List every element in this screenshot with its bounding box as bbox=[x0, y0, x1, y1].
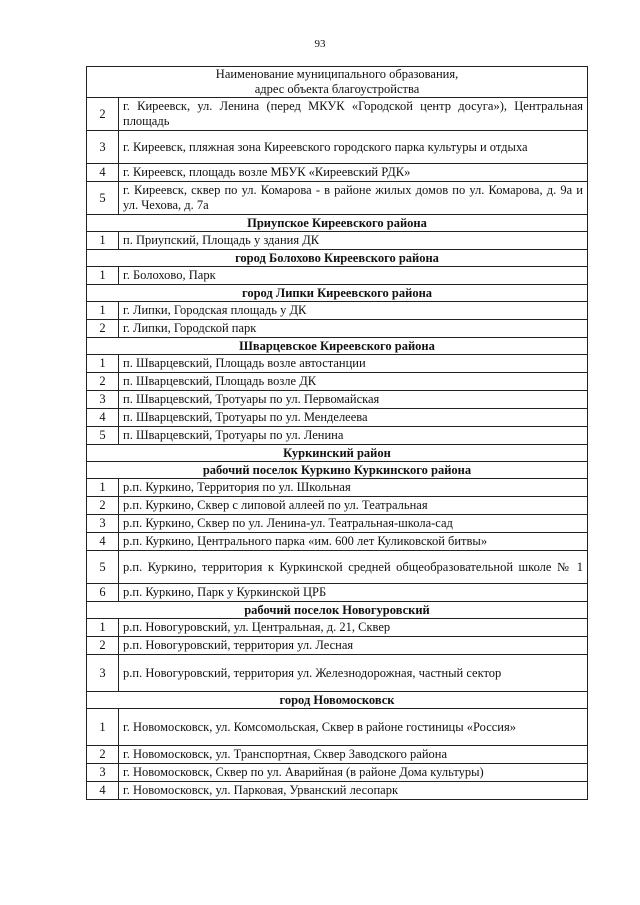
row-number: 1 bbox=[87, 479, 119, 497]
registry-table bbox=[86, 66, 588, 800]
row-address: п. Шварцевский, Площадь возле ДК bbox=[119, 373, 588, 391]
row-number: 1 bbox=[87, 267, 119, 285]
row-number: 4 bbox=[87, 533, 119, 551]
table-row bbox=[87, 637, 588, 655]
row-address: г. Новомосковск, ул. Комсомольская, Сквер в районе гостиницы «Россия» bbox=[119, 709, 588, 746]
section-title: город Болохово Киреевского района bbox=[87, 250, 588, 267]
row-address: п. Шварцевский, Тротуары по ул. Первомайская bbox=[119, 391, 588, 409]
section-title: рабочий поселок Куркино Куркинского района bbox=[87, 462, 588, 479]
table-row bbox=[87, 584, 588, 602]
table-header-row bbox=[87, 67, 588, 98]
row-address: г. Киреевск, сквер по ул. Комарова - в районе жилых домов по ул. Комарова, д. 9а и ул. Чехова, д. 7а bbox=[119, 182, 588, 215]
row-address: г. Липки, Городская площадь у ДК bbox=[119, 302, 588, 320]
row-address: г. Болохово, Парк bbox=[119, 267, 588, 285]
table-row bbox=[87, 355, 588, 373]
row-address: г. Киреевск, площадь возле МБУК «Киреевский РДК» bbox=[119, 164, 588, 182]
row-address: п. Шварцевский, Тротуары по ул. Менделеева bbox=[119, 409, 588, 427]
section-row bbox=[87, 250, 588, 267]
row-address: п. Шварцевский, Тротуары по ул. Ленина bbox=[119, 427, 588, 445]
row-number: 1 bbox=[87, 232, 119, 250]
row-number: 2 bbox=[87, 98, 119, 131]
section-row bbox=[87, 445, 588, 462]
table-row bbox=[87, 267, 588, 285]
row-address: п. Приупский, Площадь у здания ДК bbox=[119, 232, 588, 250]
table-header-cell bbox=[87, 67, 588, 98]
section-title: город Новомосковск bbox=[87, 692, 588, 709]
table-row bbox=[87, 409, 588, 427]
row-address: г. Киреевск, ул. Ленина (перед МКУК «Городской центр досуга»), Центральная площадь bbox=[119, 98, 588, 131]
row-address: г. Киреевск, пляжная зона Киреевского городского парка культуры и отдыха bbox=[119, 131, 588, 164]
row-number: 2 bbox=[87, 637, 119, 655]
section-title: Куркинский район bbox=[87, 445, 588, 462]
row-number: 1 bbox=[87, 619, 119, 637]
row-address: р.п. Куркино, Территория по ул. Школьная bbox=[119, 479, 588, 497]
row-number: 1 bbox=[87, 302, 119, 320]
section-row bbox=[87, 692, 588, 709]
table-row bbox=[87, 619, 588, 637]
table-row bbox=[87, 302, 588, 320]
row-number: 2 bbox=[87, 373, 119, 391]
row-address: р.п. Куркино, Сквер по ул. Ленина-ул. Театральная-школа-сад bbox=[119, 515, 588, 533]
row-number: 1 bbox=[87, 709, 119, 746]
table-row bbox=[87, 782, 588, 800]
row-address: р.п. Куркино, Парк у Куркинской ЦРБ bbox=[119, 584, 588, 602]
row-number: 5 bbox=[87, 551, 119, 584]
row-number: 6 bbox=[87, 584, 119, 602]
row-address: г. Новомосковск, ул. Транспортная, Сквер Заводского района bbox=[119, 746, 588, 764]
section-title: Приупское Киреевского района bbox=[87, 215, 588, 232]
row-number: 3 bbox=[87, 515, 119, 533]
row-number: 3 bbox=[87, 131, 119, 164]
row-number: 1 bbox=[87, 355, 119, 373]
row-number: 3 bbox=[87, 391, 119, 409]
row-address: р.п. Куркино, территория к Куркинской средней общеобразовательной школе № 1 bbox=[119, 551, 588, 584]
section-title: город Липки Киреевского района bbox=[87, 285, 588, 302]
section-row bbox=[87, 215, 588, 232]
row-number: 3 bbox=[87, 655, 119, 692]
table-row bbox=[87, 427, 588, 445]
table-row bbox=[87, 164, 588, 182]
table-row bbox=[87, 373, 588, 391]
row-number: 5 bbox=[87, 182, 119, 215]
row-address: п. Шварцевский, Площадь возле автостанции bbox=[119, 355, 588, 373]
table-row bbox=[87, 515, 588, 533]
header-line-2: адрес объекта благоустройства bbox=[254, 82, 420, 96]
row-address: р.п. Куркино, Сквер с липовой аллеей по ул. Театральная bbox=[119, 497, 588, 515]
table-row bbox=[87, 320, 588, 338]
table-row bbox=[87, 391, 588, 409]
row-number: 2 bbox=[87, 497, 119, 515]
section-row bbox=[87, 602, 588, 619]
table-row bbox=[87, 497, 588, 515]
table-row bbox=[87, 655, 588, 692]
table-row bbox=[87, 98, 588, 131]
row-address: р.п. Новогуровский, территория ул. Лесная bbox=[119, 637, 588, 655]
table-row bbox=[87, 551, 588, 584]
row-number: 3 bbox=[87, 764, 119, 782]
table-row bbox=[87, 131, 588, 164]
section-row bbox=[87, 285, 588, 302]
row-number: 4 bbox=[87, 164, 119, 182]
row-address: р.п. Новогуровский, территория ул. Железнодорожная, частный сектор bbox=[119, 655, 588, 692]
row-number: 4 bbox=[87, 782, 119, 800]
table-row bbox=[87, 182, 588, 215]
row-address: р.п. Новогуровский, ул. Центральная, д. 21, Сквер bbox=[119, 619, 588, 637]
table-row bbox=[87, 764, 588, 782]
row-address: г. Липки, Городской парк bbox=[119, 320, 588, 338]
row-number: 2 bbox=[87, 746, 119, 764]
section-row bbox=[87, 462, 588, 479]
table-row bbox=[87, 232, 588, 250]
table-row bbox=[87, 479, 588, 497]
header-line-1: Наименование муниципального образования, bbox=[215, 67, 459, 81]
row-number: 5 bbox=[87, 427, 119, 445]
row-address: р.п. Куркино, Центрального парка «им. 600 лет Куликовской битвы» bbox=[119, 533, 588, 551]
row-number: 4 bbox=[87, 409, 119, 427]
section-title: Шварцевское Киреевского района bbox=[87, 338, 588, 355]
row-address: г. Новомосковск, Сквер по ул. Аварийная (в районе Дома культуры) bbox=[119, 764, 588, 782]
section-row bbox=[87, 338, 588, 355]
table-row bbox=[87, 533, 588, 551]
page-number: 93 bbox=[314, 38, 326, 50]
section-title: рабочий поселок Новогуровский bbox=[87, 602, 588, 619]
row-number: 2 bbox=[87, 320, 119, 338]
row-address: г. Новомосковск, ул. Парковая, Урванский лесопарк bbox=[119, 782, 588, 800]
table-row bbox=[87, 746, 588, 764]
table-row bbox=[87, 709, 588, 746]
